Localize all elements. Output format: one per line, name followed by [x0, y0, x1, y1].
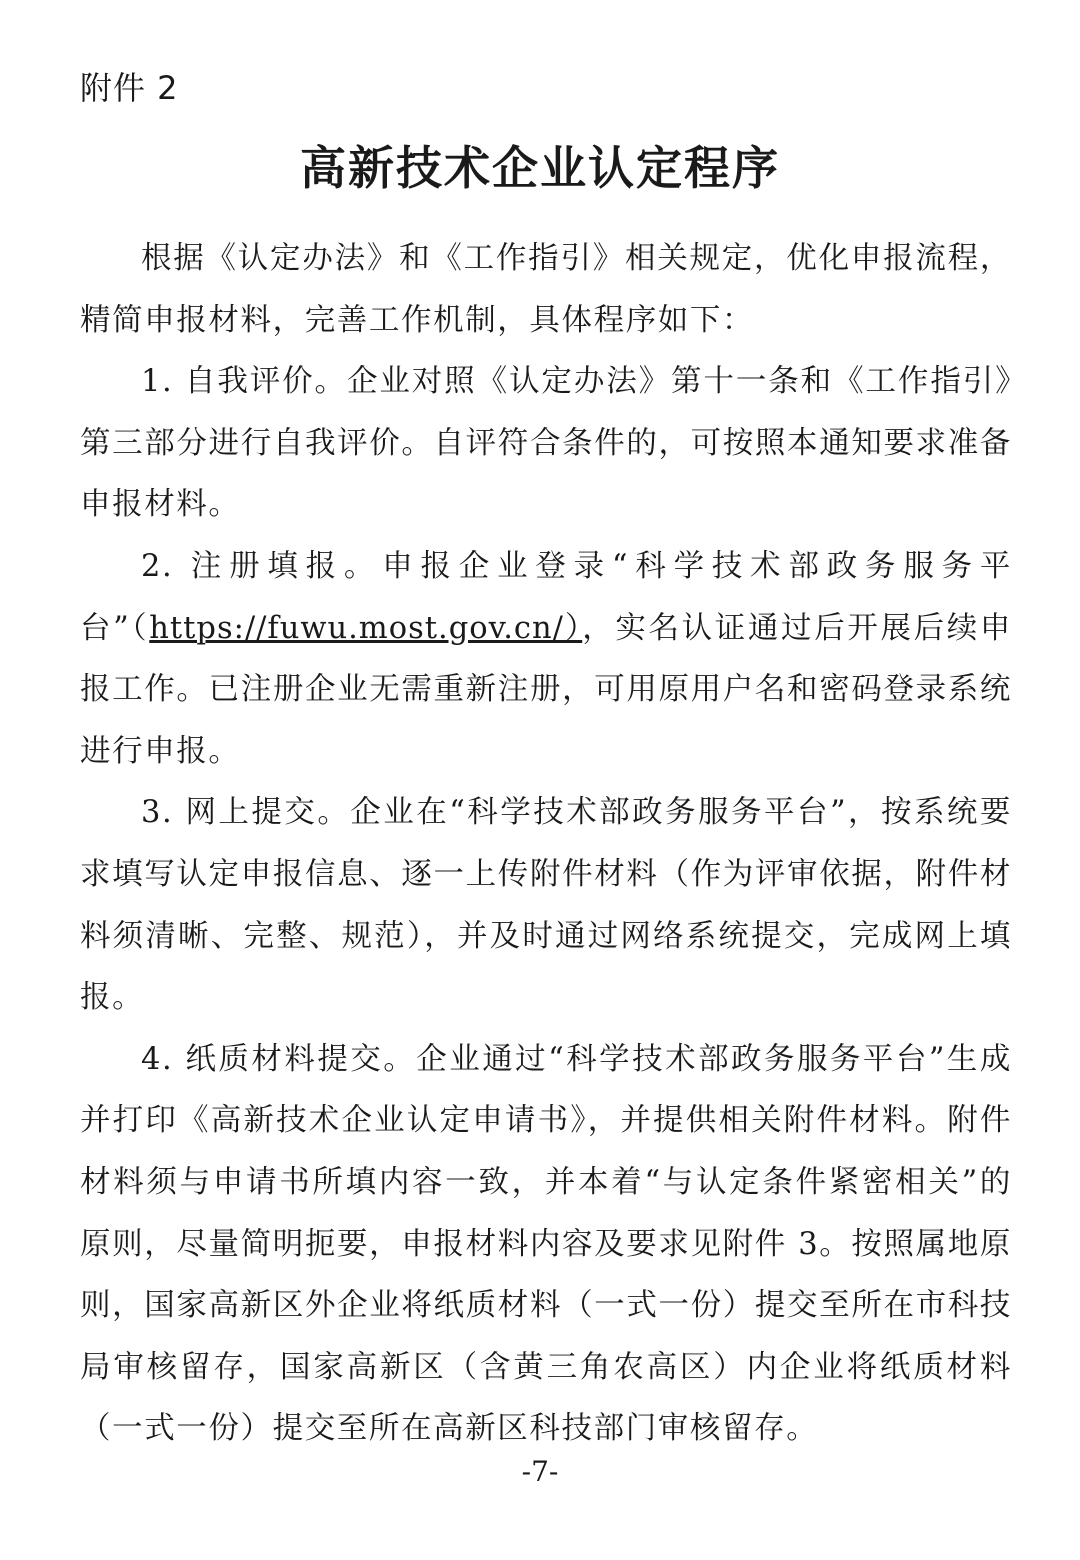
document-title: 高新技术企业认定程序	[300, 141, 780, 195]
attachment-label: 附件 2	[80, 69, 179, 107]
step-2-text-after-url: ，实名认证通过后开展后续申报工作。已注册企业无需重新注册，可用原用户名和密码登录系统进行申报。	[80, 610, 1012, 769]
step-2-text-before-url: 2. 注册填报。申报企业登录“科学技术部政务服务平台”（	[80, 548, 1012, 646]
platform-url-link[interactable]: https://fuwu.most.gov.cn/）	[149, 610, 583, 646]
step-3-paragraph: 3. 网上提交。企业在“科学技术部政务服务平台”，按系统要求填写认定申报信息、逐一上传附件材料（作为评审依据，附件材料须清晰、完整、规范），并及时通过网络系统提交，完成网上填报。	[80, 795, 1012, 1016]
page-number: -7-	[521, 1455, 559, 1488]
step-1-paragraph: 1. 自我评价。企业对照《认定办法》第十一条和《工作指引》第三部分进行自我评价。自评符合条件的，可按照本通知要求准备申报材料。	[80, 364, 1012, 523]
document-body	[80, 228, 1012, 1460]
step-4-paragraph: 4. 纸质材料提交。企业通过“科学技术部政务服务平台”生成并打印《高新技术企业认定申请书》，并提供相关附件材料。附件材料须与申请书所填内容一致，并本着“与认定条件紧密相关”的原则，尽量简明扼要，申报材料内容及要求见附件 3。按照属地原则，国家高新区外企业将纸质材料（一式一份）提交至所在市科技局审核留存，国家高新区（含黄三角农高区）内企业将纸质材料（一式一份）提交至所在高新区科技部门审核留存。	[80, 1041, 1012, 1447]
step-2-paragraph	[80, 536, 1012, 782]
intro-paragraph: 根据《认定办法》和《工作指引》相关规定，优化申报流程，精简申报材料，完善工作机制，具体程序如下：	[80, 241, 1012, 338]
